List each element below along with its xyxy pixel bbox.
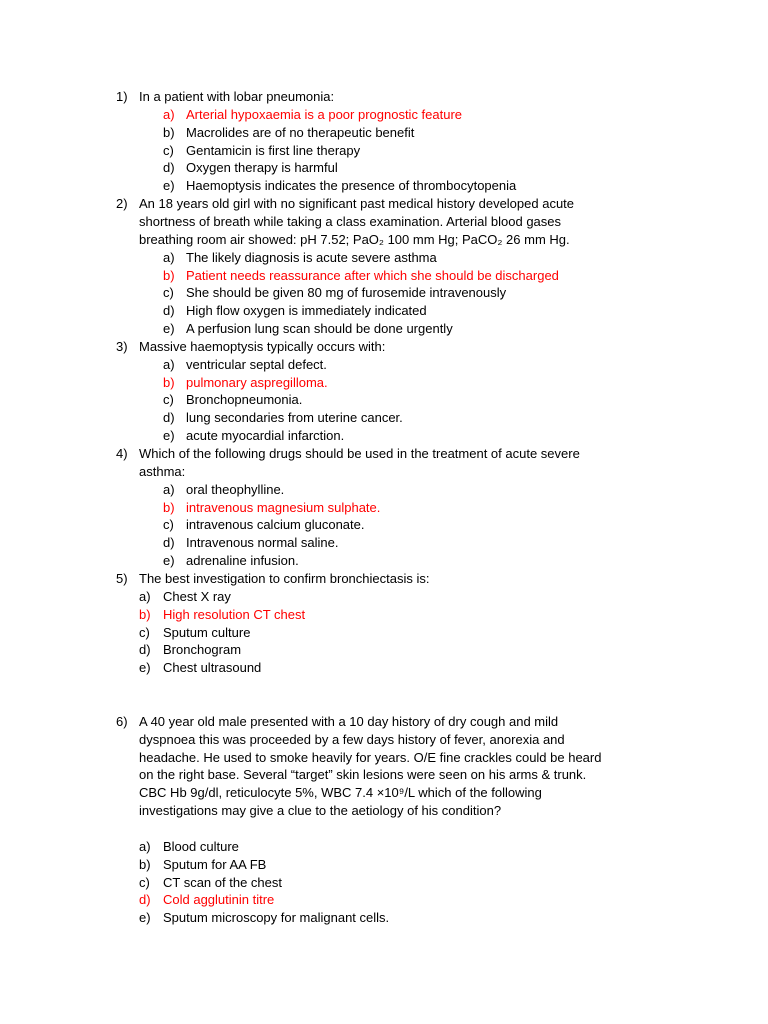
question-4-correct-answer: intravenous magnesium sulphate. bbox=[186, 499, 381, 515]
question-3-option-label: e) bbox=[163, 428, 175, 444]
question-1-option: Macrolides are of no therapeutic benefit bbox=[186, 124, 415, 140]
question-5-option: Chest X ray bbox=[163, 588, 231, 604]
question-4-stem-line: asthma: bbox=[139, 463, 186, 479]
question-2-option: High flow oxygen is immediately indicated bbox=[186, 303, 427, 319]
question-6-option: Blood culture bbox=[163, 838, 239, 854]
question-3-option-label: b) bbox=[163, 374, 175, 390]
question-4-option: oral theophylline. bbox=[186, 481, 285, 497]
question-4-option-label: c) bbox=[163, 517, 174, 533]
question-6-stem-line: dyspnoea this was proceeded by a few days history of fever, anorexia and bbox=[139, 731, 565, 747]
question-6-correct-answer: Cold agglutinin titre bbox=[163, 892, 275, 908]
question-6-option-label: b) bbox=[139, 856, 151, 872]
question-2-correct-answer: Patient needs reassurance after which she should be discharged bbox=[186, 267, 559, 283]
question-1-option: Haemoptysis indicates the presence of thrombocytopenia bbox=[186, 178, 517, 194]
question-2-option-label: a) bbox=[163, 249, 175, 265]
question-5-option-label: c) bbox=[139, 624, 150, 640]
question-3-number: 3) bbox=[116, 338, 128, 354]
question-2-number: 2) bbox=[116, 196, 128, 212]
question-5-option-label: e) bbox=[139, 660, 151, 676]
question-2-stem-line: shortness of breath while taking a class examination. Arterial blood gases bbox=[139, 213, 562, 229]
question-4-option-label: b) bbox=[163, 499, 175, 515]
question-1-correct-answer: Arterial hypoxaemia is a poor prognostic feature bbox=[186, 106, 463, 122]
question-5-option-label: a) bbox=[139, 588, 151, 604]
question-4-option-label: d) bbox=[163, 535, 175, 551]
question-6-option: CT scan of the chest bbox=[163, 874, 282, 890]
question-4-option: intravenous calcium gluconate. bbox=[186, 517, 365, 533]
question-1-option-label: c) bbox=[163, 142, 174, 158]
question-3-correct-answer: pulmonary aspregilloma. bbox=[186, 374, 328, 390]
question-3-option-label: d) bbox=[163, 410, 175, 426]
question-2-stem-line: breathing room air showed: pH 7.52; PaO₂ 100 mm Hg; PaCO₂ 26 mm Hg. bbox=[139, 231, 570, 247]
question-1-option-label: a) bbox=[163, 106, 175, 122]
question-6-stem-line: on the right base. Several “target” skin lesions were seen on his arms & trunk. bbox=[139, 767, 587, 783]
question-6-stem-line: A 40 year old male presented with a 10 day history of dry cough and mild bbox=[139, 713, 559, 729]
question-6-option-label: a) bbox=[139, 838, 151, 854]
question-2-stem-line: An 18 years old girl with no significant past medical history developed acute bbox=[139, 196, 575, 212]
question-6-option: Sputum microscopy for malignant cells. bbox=[163, 910, 390, 926]
question-4-option-label: e) bbox=[163, 553, 175, 569]
question-6-option-label: e) bbox=[139, 910, 151, 926]
question-5-number: 5) bbox=[116, 570, 128, 586]
question-3-option: Bronchopneumonia. bbox=[186, 392, 303, 408]
question-6-stem-line: headache. He used to smoke heavily for years. O/E fine crackles could be heard bbox=[139, 749, 602, 765]
question-1-option-label: b) bbox=[163, 124, 175, 140]
question-6-option-label: c) bbox=[139, 874, 150, 890]
question-5-stem-line: The best investigation to confirm bronchiectasis is: bbox=[139, 570, 430, 586]
question-2-option: She should be given 80 mg of furosemide intravenously bbox=[186, 285, 507, 301]
question-3-option-label: a) bbox=[163, 356, 175, 372]
question-2-option-label: b) bbox=[163, 267, 175, 283]
question-5-option: Bronchogram bbox=[163, 642, 242, 658]
question-3-stem-line: Massive haemoptysis typically occurs with: bbox=[139, 338, 386, 354]
question-5-option-label: d) bbox=[139, 642, 151, 658]
question-1-number: 1) bbox=[116, 89, 128, 104]
question-4-number: 4) bbox=[116, 446, 128, 461]
question-5-option-label: b) bbox=[139, 606, 151, 622]
question-5-option: Chest ultrasound bbox=[163, 660, 262, 676]
question-1-stem-line: In a patient with lobar pneumonia: bbox=[139, 89, 335, 104]
question-1-option-label: e) bbox=[163, 178, 175, 194]
question-4-stem-line: Which of the following drugs should be used in the treatment of acute severe bbox=[139, 446, 580, 461]
question-1-option: Gentamicin is first line therapy bbox=[186, 142, 361, 158]
question-6-option-label: d) bbox=[139, 892, 151, 908]
question-2-option-label: d) bbox=[163, 303, 175, 319]
question-1-option: Oxygen therapy is harmful bbox=[186, 160, 338, 176]
question-4-option: adrenaline infusion. bbox=[186, 553, 299, 569]
question-2-option-label: c) bbox=[163, 285, 174, 301]
question-2-option: A perfusion lung scan should be done urgently bbox=[186, 321, 453, 337]
question-2-option: The likely diagnosis is acute severe asthma bbox=[186, 249, 437, 265]
question-5-option: Sputum culture bbox=[163, 624, 251, 640]
question-6-stem-line: CBC Hb 9g/dl, reticulocyte 5%, WBC 7.4 ×10⁹/L which of the following bbox=[139, 785, 542, 801]
question-3-option: lung secondaries from uterine cancer. bbox=[186, 410, 403, 426]
question-6-option: Sputum for AA FB bbox=[163, 856, 267, 872]
question-1-option-label: d) bbox=[163, 160, 175, 176]
question-2-option-label: e) bbox=[163, 321, 175, 337]
question-3-option: acute myocardial infarction. bbox=[186, 428, 345, 444]
question-6-stem-line: investigations may give a clue to the aetiology of his condition? bbox=[139, 803, 502, 819]
question-4-option-label: a) bbox=[163, 481, 175, 497]
question-6-number: 6) bbox=[116, 713, 128, 729]
question-5-correct-answer: High resolution CT chest bbox=[163, 606, 306, 622]
question-3-option-label: c) bbox=[163, 392, 174, 408]
question-3-option: ventricular septal defect. bbox=[186, 356, 327, 372]
question-4-option: Intravenous normal saline. bbox=[186, 535, 339, 551]
